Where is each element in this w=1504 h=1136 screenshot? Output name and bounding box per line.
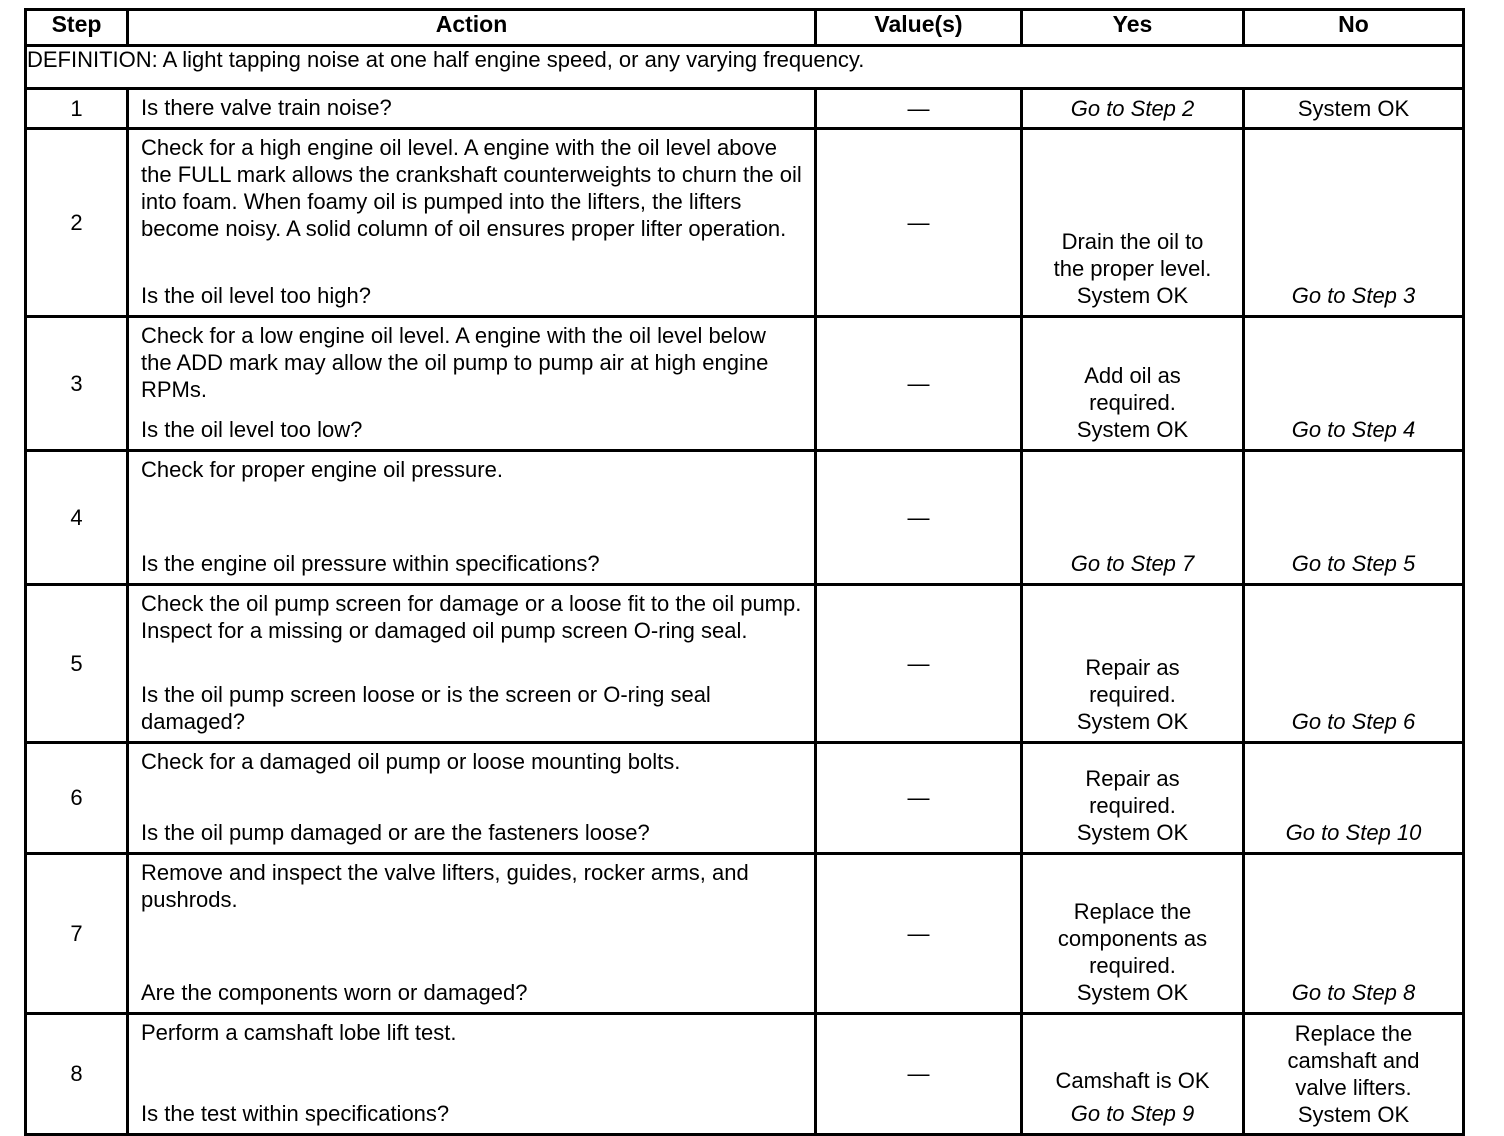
action-question: Is the oil level too low? — [141, 417, 363, 442]
header-values: Value(s) — [816, 10, 1022, 46]
step-number: 2 — [26, 129, 128, 317]
yes-cell — [1022, 854, 1244, 1014]
value-cell — [816, 743, 1022, 854]
table-row — [26, 585, 1464, 743]
value-cell — [816, 129, 1022, 317]
yes-cell — [1022, 317, 1244, 451]
table-row — [26, 451, 1464, 585]
table-row — [26, 743, 1464, 854]
yes-cell — [1022, 1014, 1244, 1135]
yes-line: Camshaft is OK — [1055, 1068, 1210, 1093]
yes-cell — [1022, 743, 1244, 854]
yes-line: System OK — [1076, 283, 1189, 308]
table-row — [26, 1014, 1464, 1135]
action-cell — [128, 451, 816, 585]
no-cell — [1244, 451, 1464, 585]
no-cell — [1244, 585, 1464, 743]
no-cell — [1244, 317, 1464, 451]
step-number: 5 — [26, 585, 128, 743]
action-instructions: Check for a low engine oil level. A engine with the oil level below the ADD mark may allow the oil pump to pump air at high engine RPMs. — [141, 323, 769, 402]
action-cell — [128, 585, 816, 743]
yes-cell — [1022, 451, 1244, 585]
action-instructions: Check for a high engine oil level. A engine with the oil level above the FULL mark allows the crankshaft counterweights to churn the oil into foam. When foamy oil is pumped into the lifters, the lifters become noisy. A solid column of oil ensures proper lifter operation. — [141, 135, 802, 241]
yes-line: Add oil as — [1084, 363, 1181, 388]
value-cell — [816, 317, 1022, 451]
header-step: Step — [26, 10, 128, 46]
yes-line: Go to Step 9 — [1070, 1101, 1195, 1126]
no-line: Go to Step 6 — [1291, 709, 1416, 734]
header-no: No — [1244, 10, 1464, 46]
yes-line: Repair as — [1085, 655, 1180, 680]
value-dash: — — [907, 95, 930, 121]
yes-cell — [1022, 585, 1244, 743]
yes-line: Go to Step 2 — [1070, 96, 1195, 121]
yes-cell — [1022, 129, 1244, 317]
header-row — [26, 10, 1464, 46]
value-dash: — — [907, 1061, 930, 1086]
value-dash: — — [907, 650, 930, 676]
no-cell — [1244, 1014, 1464, 1135]
action-question: Is the oil pump damaged or are the fasteners loose? — [141, 820, 650, 845]
action-cell — [128, 743, 816, 854]
yes-line: required. — [1089, 953, 1176, 978]
no-line: camshaft and — [1287, 1048, 1420, 1073]
definition-text: DEFINITION: A light tapping noise at one half engine speed, or any varying frequency. — [26, 46, 1464, 89]
yes-line: System OK — [1076, 417, 1189, 442]
yes-line: the proper level. — [1053, 256, 1212, 281]
value-dash: — — [907, 209, 930, 235]
action-instructions: Check for a damaged oil pump or loose mounting bolts. — [141, 749, 681, 774]
value-cell — [816, 89, 1022, 129]
yes-line: Go to Step 7 — [1070, 551, 1195, 576]
action-cell — [128, 129, 816, 317]
no-cell — [1244, 89, 1464, 129]
step-number: 3 — [26, 317, 128, 451]
no-line: System OK — [1297, 96, 1410, 121]
diagnostic-table — [24, 8, 1465, 1136]
no-line: Go to Step 3 — [1291, 283, 1416, 308]
step-number: 4 — [26, 451, 128, 585]
action-question: Is the test within specifications? — [141, 1101, 450, 1126]
yes-line: Replace the — [1073, 899, 1192, 924]
action-cell — [128, 1014, 816, 1135]
yes-line: Repair as — [1085, 766, 1180, 791]
header-action: Action — [128, 10, 816, 46]
value-cell — [816, 451, 1022, 585]
action-instructions: Perform a camshaft lobe lift test. — [141, 1020, 457, 1045]
action-cell — [128, 854, 816, 1014]
step-number: 7 — [26, 854, 128, 1014]
no-line: valve lifters. — [1295, 1075, 1412, 1100]
yes-line: components as — [1057, 926, 1208, 951]
no-line: Go to Step 8 — [1291, 980, 1416, 1005]
yes-line: System OK — [1076, 980, 1189, 1005]
value-cell — [816, 585, 1022, 743]
table-row — [26, 129, 1464, 317]
step-number: 6 — [26, 743, 128, 854]
no-cell — [1244, 129, 1464, 317]
definition-row — [26, 46, 1464, 89]
yes-cell — [1022, 89, 1244, 129]
table-row — [26, 89, 1464, 129]
value-cell — [816, 1014, 1022, 1135]
step-number: 8 — [26, 1014, 128, 1135]
value-dash: — — [907, 920, 930, 946]
no-line: System OK — [1297, 1102, 1410, 1127]
action-cell — [128, 317, 816, 451]
action-instructions: Check for proper engine oil pressure. — [141, 457, 503, 482]
table-row — [26, 854, 1464, 1014]
no-line: Replace the — [1294, 1021, 1413, 1046]
action-question: Is the engine oil pressure within specifications? — [141, 551, 600, 576]
no-line: Go to Step 4 — [1291, 417, 1416, 442]
action-instructions: Remove and inspect the valve lifters, guides, rocker arms, and pushrods. — [141, 860, 749, 912]
value-dash: — — [907, 370, 930, 396]
no-cell — [1244, 854, 1464, 1014]
action-question: Is there valve train noise? — [141, 95, 392, 120]
yes-line: System OK — [1076, 709, 1189, 734]
action-question: Are the components worn or damaged? — [141, 980, 528, 1005]
step-number: 1 — [26, 89, 128, 129]
header-yes: Yes — [1022, 10, 1244, 46]
value-dash: — — [907, 504, 930, 530]
value-cell — [816, 854, 1022, 1014]
yes-line: required. — [1089, 793, 1176, 818]
action-question: Is the oil pump screen loose or is the screen or O-ring seal damaged? — [141, 682, 711, 734]
value-dash: — — [907, 785, 930, 810]
no-cell — [1244, 743, 1464, 854]
no-line: Go to Step 10 — [1285, 820, 1422, 845]
action-cell — [128, 89, 816, 129]
yes-line: Drain the oil to — [1061, 229, 1204, 254]
yes-line: System OK — [1076, 820, 1189, 845]
no-line: Go to Step 5 — [1291, 551, 1416, 576]
yes-line: required. — [1089, 682, 1176, 707]
yes-line: required. — [1089, 390, 1176, 415]
table-row — [26, 317, 1464, 451]
action-instructions: Check the oil pump screen for damage or a loose fit to the oil pump. Inspect for a missing or damaged oil pump screen O-ring seal. — [141, 591, 802, 643]
action-question: Is the oil level too high? — [141, 283, 371, 308]
